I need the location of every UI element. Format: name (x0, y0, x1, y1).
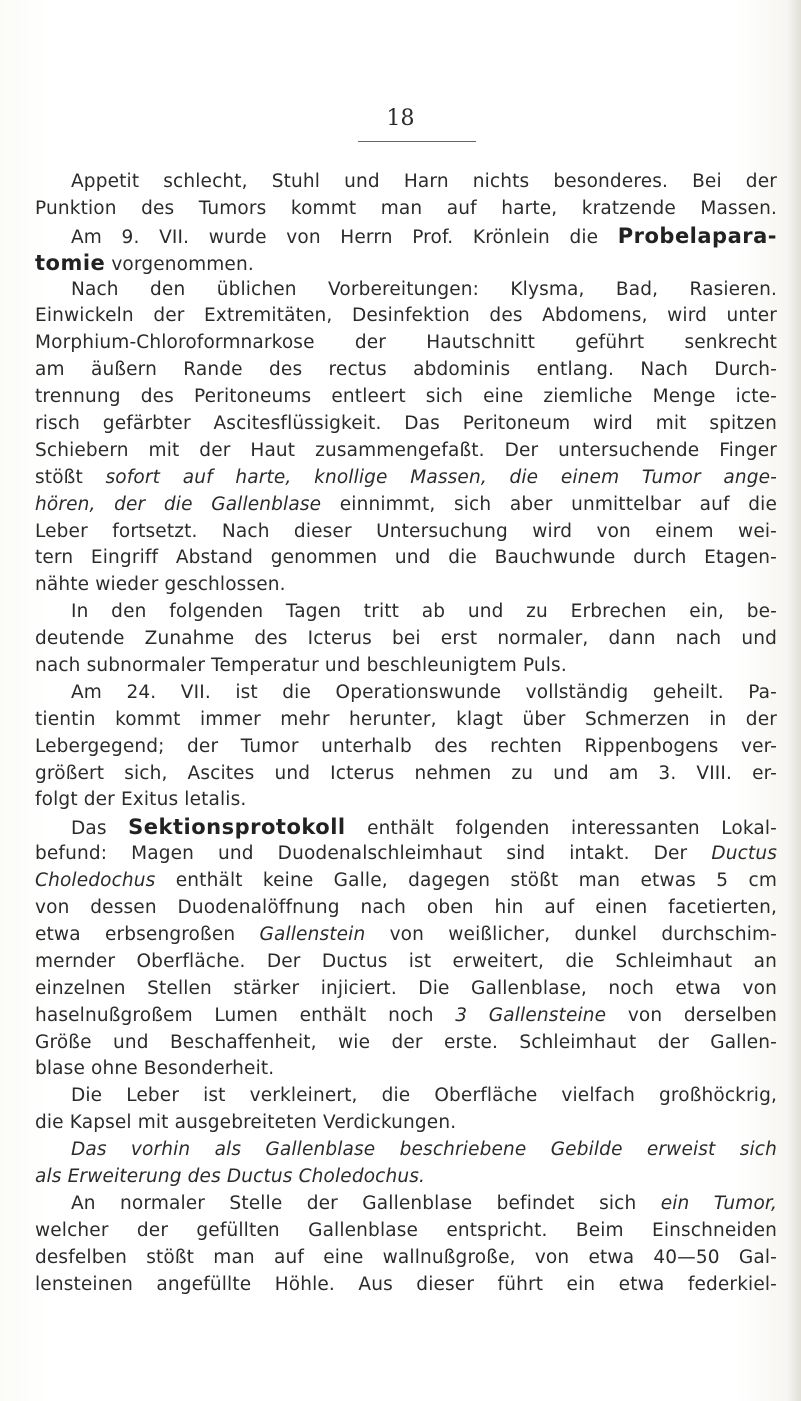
text-line (35, 330, 777, 357)
text-line (35, 922, 777, 949)
text-line (35, 976, 777, 1003)
text-line (35, 1083, 777, 1110)
text-run: nähte wieder geschlossen. (35, 574, 286, 596)
text-line (35, 626, 777, 653)
text-line (35, 196, 777, 223)
text-line (35, 895, 777, 922)
text-line (35, 1110, 777, 1137)
text-line (35, 169, 777, 196)
text-line (35, 599, 777, 626)
italic-text: als Erweiterung des Ductus Choledochus. (35, 1165, 426, 1187)
text-run: befund: Magen und Duodenalschleimhaut sind intakt. Der (35, 843, 712, 865)
text-run: In den folgenden Tagen tritt ab und zu Erbrechen ein, be- (71, 601, 777, 623)
italic-text: Choledochus (35, 870, 156, 892)
text-run: größert sich, Ascites und Icterus nehmen zu und am 3. VIII. er- (35, 762, 777, 784)
text-run: welcher der gefüllten Gallenblase entspricht. Beim Einschneiden (35, 1219, 777, 1241)
text-run: An normaler Stelle der Gallenblase befindet sich (71, 1192, 661, 1214)
text-line (35, 277, 777, 304)
text-run: Appetit schlecht, Stuhl und Harn nichts besonderes. Bei der (71, 171, 777, 192)
text-line (35, 384, 777, 411)
text-line (35, 250, 777, 277)
text-run: Einwickeln der Extremitäten, Desinfektion des Abdomens, wird unter (35, 305, 777, 327)
text-run: desfelben stößt man auf eine wallnußgroße, von etwa 40—50 Gal- (35, 1246, 777, 1268)
text-run: enthält keine Galle, dagegen stößt man etwas 5 cm (155, 870, 777, 892)
text-line (35, 519, 777, 546)
italic-text: Ductus (711, 843, 777, 865)
text-run: Am 24. VII. ist die Operationswunde vollständig geheilt. Pa- (71, 681, 777, 703)
text-line (35, 841, 777, 868)
text-run: Morphium-Chloroformnarkose der Hautschnitt geführt senkrecht (35, 332, 777, 354)
text-line (35, 357, 777, 384)
text-run: einnimmt, sich aber unmittelbar auf die (321, 493, 777, 515)
text-line (35, 1164, 777, 1191)
text-line (35, 949, 777, 976)
text-run: Die Leber ist verkleinert, die Oberfläche vielfach großhöckrig, (71, 1085, 777, 1107)
text-run: nach subnormaler Temperatur und beschleunigtem Puls. (35, 655, 567, 677)
text-run: Schiebern mit der Haut zusammengefaßt. Der untersuchende Finger (35, 439, 777, 461)
italic-text: Das vorhin als Gallenblase beschriebene Gebilde erweist sich (71, 1139, 777, 1161)
text-line (35, 223, 777, 250)
text-line (35, 465, 777, 492)
text-line (35, 680, 777, 707)
text-line (35, 438, 777, 465)
text-line (35, 787, 777, 814)
text-run: blase ohne Besonderheit. (35, 1058, 275, 1080)
bold-term: tomie (35, 250, 106, 275)
text-run: Am 9. VII. wurde von Herrn Prof. Krönlein die (71, 226, 618, 248)
text-line (35, 1003, 777, 1030)
italic-text: ein Tumor, (660, 1192, 777, 1214)
text-line (35, 707, 777, 734)
italic-text: 3 Gallensteine (455, 1004, 607, 1026)
text-line (35, 1137, 777, 1164)
text-run: Punktion des Tumors kommt man auf harte, kratzende Massen. (35, 197, 777, 219)
text-line (35, 303, 777, 330)
text-run: Leber fortsetzt. Nach dieser Untersuchung wird von einem wei- (35, 520, 777, 542)
text-line (35, 545, 777, 572)
text-run: vorgenommen. (105, 253, 254, 275)
page-number-rule (358, 141, 476, 142)
text-line (35, 653, 777, 680)
body-text (35, 169, 777, 1298)
italic-text: sofort auf harte, knollige Massen, die einem Tumor ange- (105, 466, 777, 488)
text-run: folgt der Exitus letalis. (35, 789, 247, 811)
text-line (35, 1030, 777, 1057)
text-run: Nach den üblichen Vorbereitungen: Klysma, Bad, Rasieren. (71, 278, 777, 300)
text-run: haselnußgroßem Lumen enthält noch (35, 1004, 456, 1026)
text-run: von derselben (606, 1004, 777, 1026)
text-run: risch gefärbter Ascitesflüssigkeit. Das Peritoneum wird mit spitzen (35, 413, 777, 435)
text-line (35, 1245, 777, 1272)
text-run: tern Eingriff Abstand genommen und die Bauchwunde durch Etagen- (35, 547, 777, 569)
text-run: etwa erbsengroßen (35, 923, 260, 945)
text-line (35, 868, 777, 895)
text-run: mernder Oberfläche. Der Ductus ist erweitert, die Schleimhaut an (35, 950, 777, 972)
text-run: deutende Zunahme des Icterus bei erst normaler, dann nach und (35, 628, 777, 650)
text-run: von weißlicher, dunkel durchschim- (365, 923, 777, 945)
text-line (35, 1272, 777, 1299)
text-line (35, 1218, 777, 1245)
italic-text: Gallenstein (259, 923, 366, 945)
italic-text: hören, der die Gallenblase (35, 493, 322, 515)
text-run: trennung des Peritoneums entleert sich eine ziemliche Menge icte- (35, 386, 777, 408)
text-run: die Kapsel mit ausgebreiteten Verdickungen. (35, 1112, 457, 1134)
text-run: Größe und Beschaffenheit, wie der erste. Schleimhaut der Gallen- (35, 1031, 777, 1053)
text-run: stößt (35, 466, 106, 488)
text-line (35, 411, 777, 438)
text-line (35, 492, 777, 519)
text-run: Das (71, 818, 129, 840)
bold-term: Sektionsprotokoll (128, 815, 346, 840)
text-run: lensteinen angefüllte Höhle. Aus dieser führt ein etwa federkiel- (35, 1273, 777, 1295)
text-run: Lebergegend; der Tumor unterhalb des rechten Rippenbogens ver- (35, 735, 777, 757)
text-run: am äußern Rande des rectus abdominis entlang. Nach Durch- (35, 359, 777, 381)
page-number: 18 (386, 106, 415, 131)
page-edge-shadow (787, 0, 801, 1401)
text-line (35, 761, 777, 788)
text-run: tientin kommt immer mehr herunter, klagt über Schmerzen in der (35, 708, 777, 730)
text-line (35, 1056, 777, 1083)
text-line (35, 1191, 777, 1218)
text-line (35, 814, 777, 841)
text-run: enthält folgenden interessanten Lokal- (345, 818, 777, 840)
text-line (35, 734, 777, 761)
text-line (35, 572, 777, 599)
text-run: einzelnen Stellen stärker injiciert. Die Gallenblase, noch etwa von (35, 977, 777, 999)
text-run: von dessen Duodenalöffnung nach oben hin auf einen facetierten, (35, 897, 777, 919)
bold-term: Probelapara- (617, 223, 777, 248)
